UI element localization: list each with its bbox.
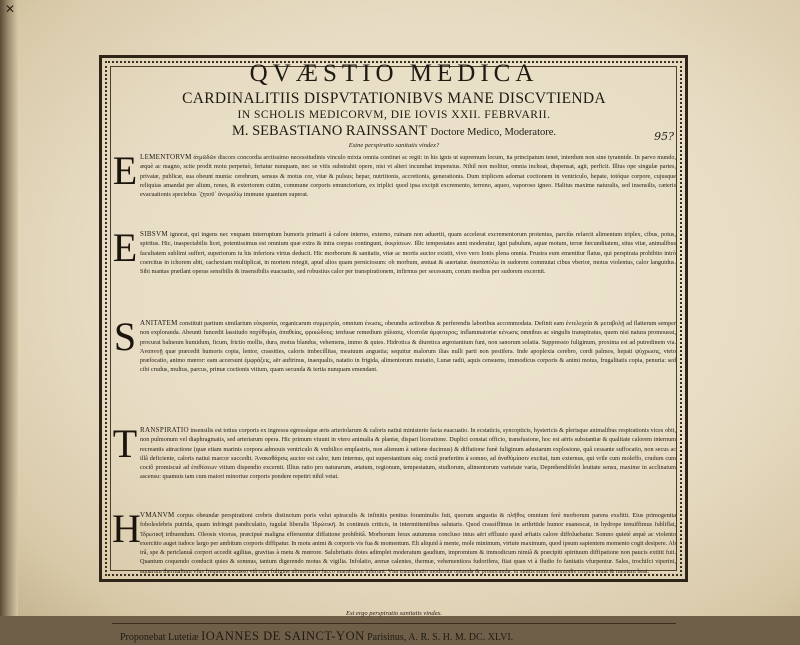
thesis-content xyxy=(112,60,676,643)
imprint-suffix: Parisinus, A. R. S. H. M. DC. XLVI. xyxy=(367,632,514,643)
corner-mark: ✕ xyxy=(5,2,16,16)
manuscript-note: 95? xyxy=(654,130,674,143)
respondent-name: IOANNES DE SAINCT-YON xyxy=(201,629,365,643)
presider-name: M. SEBASTIANO RAINSSANT xyxy=(231,123,428,139)
drop-cap: S xyxy=(113,314,137,359)
drop-cap: E xyxy=(112,148,138,193)
paragraph-lead: LEMENTORVM xyxy=(140,153,192,161)
imprint-line xyxy=(120,629,676,645)
imprint-prefix: Proponebat Lutetiæ xyxy=(120,632,199,643)
paragraph-4 xyxy=(112,421,676,508)
drop-cap: E xyxy=(112,225,138,270)
paragraph-lead: VMANVM xyxy=(140,511,175,519)
conclusion-line: Est ergo perspiratio sanitatis vindex. xyxy=(346,610,442,617)
drop-cap: T xyxy=(112,421,138,466)
paragraph-lead: ANITATEM xyxy=(140,319,178,327)
paragraph-2 xyxy=(112,225,676,316)
paragraph-body: ignorat, qui ingens nec vnquam interruptum humoris primarii à calore interno, externo, ruinam non aduertit, quam accelerat excrementorum protentus, parciùs refarcit alimentum triplex, cibus, potus, spiritus. Hic, inaspectabilis licet, potentissimus est omnium quæ extra & intra corpus contingunt, ἐκκρίσεων. Illic tempestates anni moderatur, igni pabulum, aquæ motum, terræ fœcunditatem, situs vitæ, animalibus facultatem sublimi suffert, superiorum iu his inferiora virtus deducit. Hic morborum & sanitatis, vitæ ac mortis auctor existit, vivo vero Ionis plena omnia. Frustra eum ementitur flatus, qui perspirata prohibito intrò coercitus in ichorem abit, cachexiam multiplicat, in mortem retegit, apud alios quam perniciosum: ob morbum, æstuat & auertatur. ἀκαταπόλω in sudorem commutat cibus vberior, motus violentus, calor languidus. Sibi mantas prætlant operas sensibilis & insensibilis euacuatio, sed robustius calor per transpirationem, infirmus per secessum, corum medius per sudorem excernit. xyxy=(140,231,676,276)
paragraph-text xyxy=(112,148,676,227)
paragraph-body: ἀτμῶδῶν discors concordia arctissimo necessitudinis vinculo mixta omnia continet ac regit: in his ignis ut supremum locum, ita principatum tenet, interdum non sine tyrannide. In parvo mundo, æquè ac magno, scite prodit motu perpetuò, fertatur nunquam, nec se vitis substrahit opere, nisi vt alteri incumbat impensius. Nihil non molitur, omnia inchoat, dispensat, agit, perficit. Illius ope singulæ partes, privatæ, publicæ, sua obeunt munia: cerebrum, sensus & motus cor, vitæ & pulsus; hepar, nutritionis, accretionis, generationis. Dum triplicem adornat coctionem in ventriculo, hepate, totóque corpore, cujusque reliquias amandat per alium, renes, & exteriorem cutim, commune corporis emunctorium, ex triplici quod ipsa excipit excremento, terreno, aqueo, vaporoso igneo. Halitus maxime naturalis, sed insensilis, cæteris evacuationis speciebus ᾽ζητοῦ᾽ ἀνομαλίῳ immune quantum superat. xyxy=(140,154,676,199)
paragraph-body: corpus obeundæ perspirationi crebris distinctum poris velut spiraculis & infinitis penitus foraminulis fuit, quorum angustia & πλῆθος omnium ferè morborum parens exsfitit. Eius primogenita fobolesfebris putrida, quam infringit pandiculatio, iugulat liberalis Ἱδρώτικῆ. In continuis criticis, in intermittentibus salutaris. Quod crassiffimus in arthritide humor euanescat, in hydrope tenuiffimus fubliflat, Ἱδρωτικῆ tribuendum. Oleosis viceras, præcipuè maligna efferuentur diffatione prohibitâ. Morborum ferax autumnus concluso intus aëri effluuio quod æftatis calore diffoluebatur. Somno quietè æquè ac violento exercitio auget iudoce largo per ambitum corporis diffipatur. In motu animi & corporis vis fua & momentum. Elt aliquid à mente, mole minimum, virtute maximum, quod ipsum sapientem momento cogit desipere. Ab irâ, spe & periclanuâ corpori accedit agilitas, gravitas à metu & mœrore. Salubritatis dotes adimplet moderatum gaudium, impromtum & immodicum nimiâ & præcipiti spirituum diffipatione non paucis extitit fuit. Quantum coquendo conducit quies & somnus, tantum digerendo motus & vigilia. Infolatio, arenæ calentes, thermæ, vehementiora fudorifera, fiiat quan vt à fludio fo fanitatis vfurpentur. Sales, trochifci viperini, aquarum thermalium vfus frequens excusso vtâ cum fuligine alimentario fucco marafmum inferunt. Vna transpiratio moderata optanda & prouocanda: in sinitis enim commodis corpus iuuat & mentem beat. xyxy=(140,512,676,575)
presider-role: Doctore Medico, Moderatore. xyxy=(430,127,557,138)
title-line-2: CARDINALITIIS DISPVTATIONIBVS MANE DISCVTIENDA xyxy=(182,90,606,107)
paragraph-text xyxy=(112,225,676,316)
drop-cap: H xyxy=(112,506,141,551)
paragraph-text xyxy=(112,421,676,508)
paragraph-1 xyxy=(112,148,676,227)
paragraph-body: insensilis est totius corporis ex ingressu egressúque æris arteriolarum & caloris natiui ministerio facta euacuatio. In ecstaticis, syncopticis, hystericis & plerisque animalibus respirationis vices obit, non pulmonum vel diaphragmatis, sed arteriarum opera. Hic primum viuunt in vtero animalia & plantæ, dispari liceratione. Duplici constat officio, transfusione, hoc est aëris substantiæ & qualitate calorem internum recreantis attractione (quæ etiam marinis corpora admouis ventriculo & vmbilico emplastris, non alienum à ratione ducimus) & diffatione funè fuliginum adustarum explosione, quâ cessante suffocatio, non secus ac illâ deficiente, caloris natiui marcor succedit. Ἀνακαθάρσις auctor est calor, tum internus, qui superstantium eáq; coctâ præfertim à somno, ad ἀναθύμίασιν excitat, tum externus, qui vrile cum moleffo, crudum cum coctô promiscuè ad ἐπιθέσεων vitium dispendio excernit. Illius ratio pro naturarum, ætatum, regionum, tempestatum, studiorum, alimentorum varietate varia, Deprehendifolet leuitate sensu, maxime in acclinatum ascensu: quamuis tam cum maiori minoriue corporis pondere repetiri nihil vetat. xyxy=(140,427,676,481)
book-spine xyxy=(0,0,18,616)
paragraph-3 xyxy=(112,314,676,423)
paragraph-lead: SIBSVM xyxy=(140,230,168,238)
footer-rule xyxy=(112,623,676,624)
paragraph-text xyxy=(112,314,676,423)
paragraph-5 xyxy=(112,506,676,607)
paragraph-text xyxy=(112,506,676,607)
paragraph-lead: RANSPIRATIO xyxy=(140,426,189,434)
title-line-3: IN SCHOLIS MEDICORVM, DIE IOVIS XXII. FEBRVARII. xyxy=(237,109,551,121)
title-line-1: QVÆSTIO MEDICA xyxy=(249,60,539,87)
paragraph-body: constituit partium similarium εὐκρασία, organicarum συμμετρία, omnium ἑνωσις, obeundis actionibus & perferendis laboribus accommodata. Definit eam ἐντελεχεία & μεταβολῇ ad flatterum semper non exploranda. Abeunti funcedit lassitudo παχύθυμία, ἀπαθείας, φρικώδους; tenfusæ remedium χάλασις, vlceroſæ ἀμφοτερος; inflammatoriæ κένωσις omnibus ac singulis transpiratus, quem nisi natura promoueat, procurat balneum humidum, ficum, frictio mollis, dura, motus blandus, vehemens, immo & quies. Hidrotica & diuretica ægrotantium funt, non sanorum solatia. Suppressio fuliginum, proxima est ad putredinem via. Ἀναπνοῇ quæ præcedit humoris copia, lentor, crassities, caloris imbecillitas, meatuum angustia; sequitur malorum ilias nulli parti non pestifera. Inde apoplexia cerebro, cordi palmos, hepati ψύχρωσις, vteto præfocatio, animo mœror: eam accersunt ἐμφράξεις, aër auftrinus, inaequalis, natatio in frigida, alimentorum mutatio, Lunæ radii, aquis censuens, immodicus corporis & animi motus, frugalitatis copia, penuria: sed cibi crudus, multus, parcus, primæ coctionis vitium, quam secunda & tertia nunquam emendant. xyxy=(140,320,676,374)
presider-line xyxy=(112,123,676,141)
thesis-question: Estne perspiratio sanitatis vindex? xyxy=(348,142,440,149)
